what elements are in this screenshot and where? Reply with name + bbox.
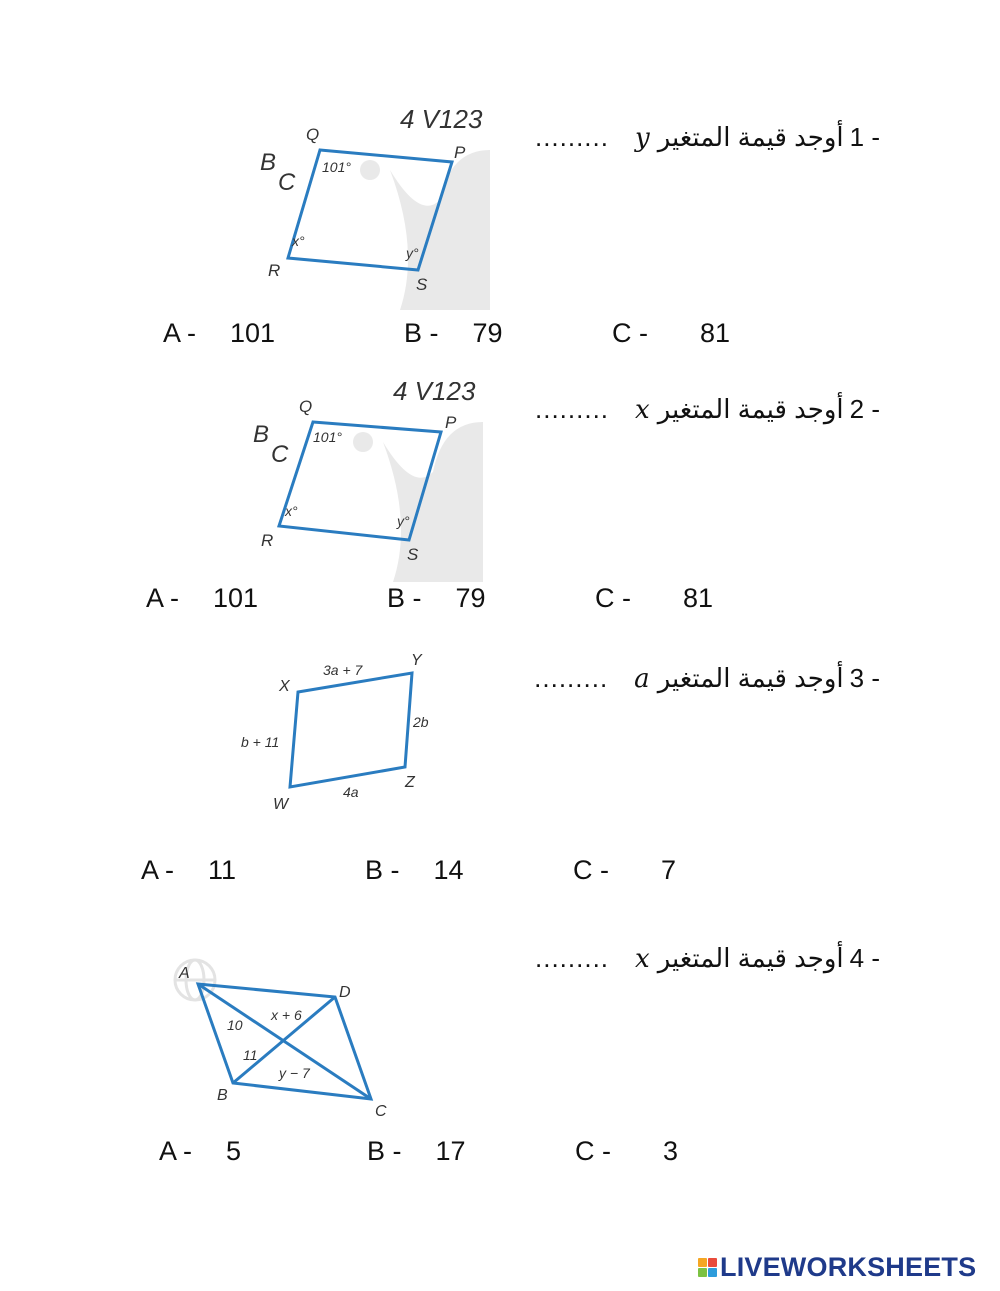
segment-label: 11 xyxy=(243,1047,258,1063)
vertex-label: Y xyxy=(411,652,422,669)
option-label: C - xyxy=(573,855,609,885)
angle-label: x° xyxy=(292,233,305,249)
vertex-label: C xyxy=(375,1103,387,1120)
side-label: 4a xyxy=(343,784,359,800)
option-2c[interactable] xyxy=(595,583,713,614)
option-4a[interactable] xyxy=(159,1136,241,1167)
option-2a[interactable] xyxy=(146,583,258,614)
angle-label: 101° xyxy=(322,159,351,175)
question-number: 1 - xyxy=(849,122,880,152)
figure-4-parallelogram xyxy=(165,950,405,1130)
option-value: 11 xyxy=(208,855,237,885)
angle-label: 101° xyxy=(313,429,342,445)
answer-blank[interactable]: ......... xyxy=(535,394,610,424)
answer-blank[interactable]: ......... xyxy=(534,122,609,152)
vertex-label: D xyxy=(339,984,351,1001)
angle-label: y° xyxy=(406,245,419,261)
option-label: A - xyxy=(146,583,180,613)
question-2-text xyxy=(535,394,880,425)
segment-label: x + 6 xyxy=(271,1007,302,1023)
option-label: B - xyxy=(367,1136,402,1166)
figure-2-svg xyxy=(243,382,493,582)
liveworksheets-logo-icon xyxy=(698,1258,717,1277)
answer-blank[interactable]: ......... xyxy=(535,943,610,973)
vertex-label: S xyxy=(416,275,428,294)
question-4-text xyxy=(535,943,880,974)
option-value: 3 xyxy=(663,1136,679,1166)
option-4b[interactable] xyxy=(367,1136,466,1167)
option-value: 14 xyxy=(433,855,464,885)
option-2b[interactable] xyxy=(387,583,486,614)
side-label: 3a + 7 xyxy=(323,662,363,678)
option-value: 81 xyxy=(700,318,731,348)
option-value: 101 xyxy=(230,318,276,348)
option-label: C - xyxy=(595,583,631,613)
option-value: 81 xyxy=(683,583,714,613)
option-label: B - xyxy=(404,318,439,348)
option-1a[interactable] xyxy=(163,318,275,349)
vertex-label: B xyxy=(217,1087,228,1104)
side-label: b + 11 xyxy=(241,734,280,750)
answer-blank[interactable]: ......... xyxy=(534,663,609,693)
vertex-label: A xyxy=(179,965,190,982)
vertex-label: P xyxy=(445,413,457,432)
question-prompt: أوجد قيمة المتغير xyxy=(657,663,844,693)
option-label: B - xyxy=(365,855,400,885)
watermark-graphic xyxy=(260,110,490,310)
brand-name: LIVEWORKSHEETS xyxy=(720,1252,977,1282)
option-label: A - xyxy=(141,855,175,885)
option-3a[interactable] xyxy=(141,855,236,886)
vertex-label: S xyxy=(407,545,419,564)
figure-1-parallelogram xyxy=(250,110,500,310)
option-label: A - xyxy=(163,318,197,348)
option-value: 17 xyxy=(435,1136,466,1166)
parallelogram-shape xyxy=(290,673,412,787)
option-4c[interactable] xyxy=(575,1136,678,1167)
question-number: 3 - xyxy=(849,663,880,693)
option-value: 101 xyxy=(213,583,259,613)
question-prompt: أوجد قيمة المتغير xyxy=(657,122,844,152)
option-value: 5 xyxy=(226,1136,242,1166)
question-variable: y xyxy=(634,123,650,153)
question-prompt: أوجد قيمة المتغير xyxy=(657,394,844,424)
figure-1-svg xyxy=(250,110,500,310)
figure-3-parallelogram xyxy=(235,645,445,820)
option-3c[interactable] xyxy=(573,855,676,886)
question-1-text xyxy=(535,122,880,153)
question-variable: x xyxy=(635,944,650,974)
svg-text:B: B xyxy=(260,149,277,176)
segment-label: y − 7 xyxy=(279,1065,310,1081)
option-value: 7 xyxy=(661,855,677,885)
svg-text:4 V123: 4 V123 xyxy=(393,382,476,406)
option-label: B - xyxy=(387,583,422,613)
vertex-label: R xyxy=(261,531,274,550)
side-label: 2b xyxy=(413,714,429,730)
option-label: C - xyxy=(575,1136,611,1166)
question-variable: a xyxy=(634,664,650,694)
question-prompt: أوجد قيمة المتغير xyxy=(657,943,844,973)
vertex-label: Z xyxy=(405,774,415,791)
svg-text:C: C xyxy=(271,441,289,468)
liveworksheets-logo xyxy=(698,1252,976,1283)
option-1b[interactable] xyxy=(404,318,503,349)
vertex-label: R xyxy=(268,261,281,280)
vertex-label: Q xyxy=(299,397,313,416)
question-3-text xyxy=(534,663,880,694)
vertex-label: W xyxy=(273,796,289,813)
svg-text:C: C xyxy=(278,169,296,196)
figure-4-svg xyxy=(165,950,405,1130)
vertex-label: P xyxy=(454,143,466,162)
figure-2-parallelogram xyxy=(243,382,493,582)
angle-label: x° xyxy=(285,503,298,519)
option-value: 79 xyxy=(455,583,486,613)
segment-label: 10 xyxy=(227,1017,243,1033)
svg-text:B: B xyxy=(253,421,270,448)
vertex-label: Q xyxy=(306,125,320,144)
figure-3-svg xyxy=(235,645,445,820)
option-3b[interactable] xyxy=(365,855,464,886)
option-value: 79 xyxy=(472,318,503,348)
angle-label: y° xyxy=(397,513,410,529)
option-1c[interactable] xyxy=(612,318,730,349)
question-number: 2 - xyxy=(849,394,880,424)
option-label: C - xyxy=(612,318,648,348)
option-label: A - xyxy=(159,1136,193,1166)
vertex-label: X xyxy=(279,678,290,695)
svg-text:4 V123: 4 V123 xyxy=(400,110,483,134)
question-variable: x xyxy=(635,395,650,425)
question-number: 4 - xyxy=(849,943,880,973)
watermark-graphic xyxy=(253,382,483,582)
